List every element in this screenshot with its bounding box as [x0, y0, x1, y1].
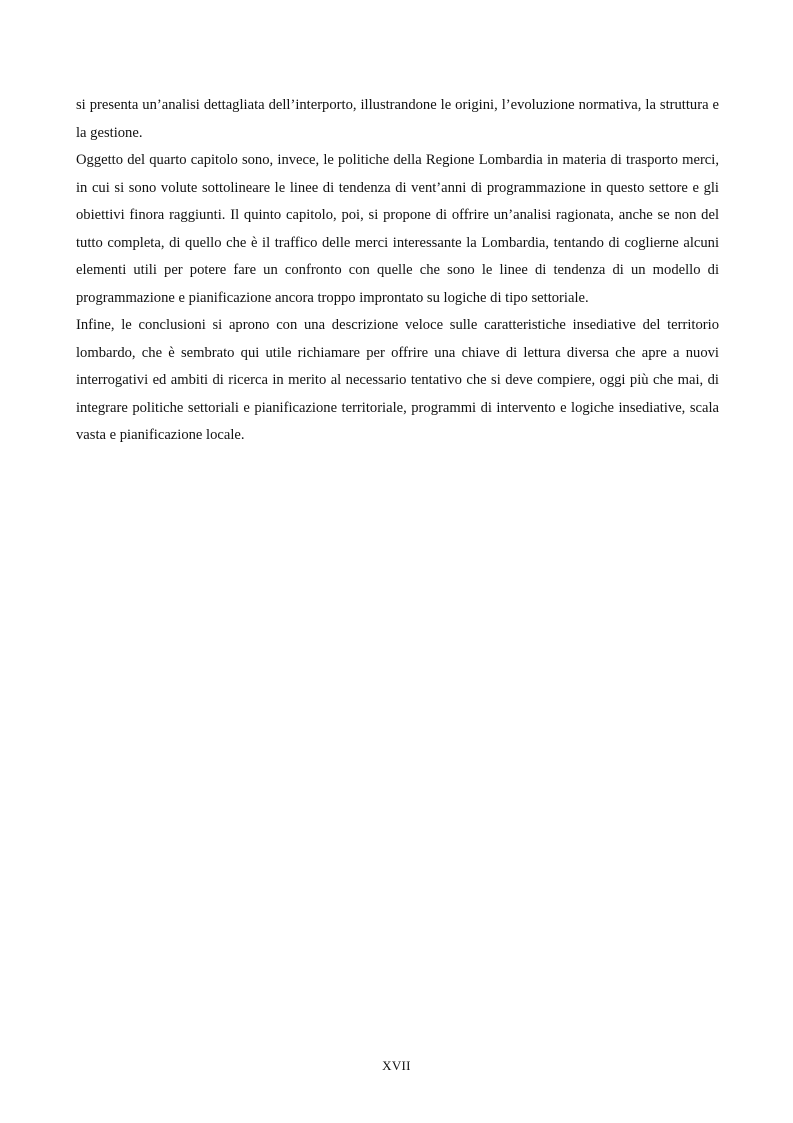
paragraph-conclusioni: Infine, le conclusioni si aprono con una descrizione veloce sulle caratteristiche insediative del territorio lombardo, che è sembrato qui utile richiamare per offrire una chiave di lettura diversa che apre a nuovi interrogativi ed ambiti di ricerca in merito al necessario tentativo che si deve compiere, oggi più che mai, di integrare politiche settoriali e pianificazione territoriale, programmi di intervento e logiche insediative, scala vasta e pianificazione locale. [76, 317, 719, 443]
paragraph-capitoli-quattro-cinque: Oggetto del quarto capitolo sono, invece, le politiche della Regione Lombardia in materia di trasporto merci, in cui si sono volute sottolineare le linee di tendenza di vent’anni di programmazione in questo settore e gli obiettivi finora raggiunti. Il quinto capitolo, poi, si propone di offrire un’analisi ragionata, anche se non del tutto completa, di quello che è il traffico delle merci interessante la Lombardia, tentando di coglierne alcuni elementi utili per potere fare un confronto con quelle che sono le linee di tendenza di un modello di programmazione e pianificazione ancora troppo improntato su logiche di tipo settoriale. [76, 152, 719, 306]
body-text [76, 92, 719, 450]
page-number: XVII [382, 1058, 411, 1073]
paragraph-interporto: si presenta un’analisi dettagliata dell’interporto, illustrandone le origini, l’evoluzione normativa, la struttura e la gestione. [76, 97, 719, 141]
